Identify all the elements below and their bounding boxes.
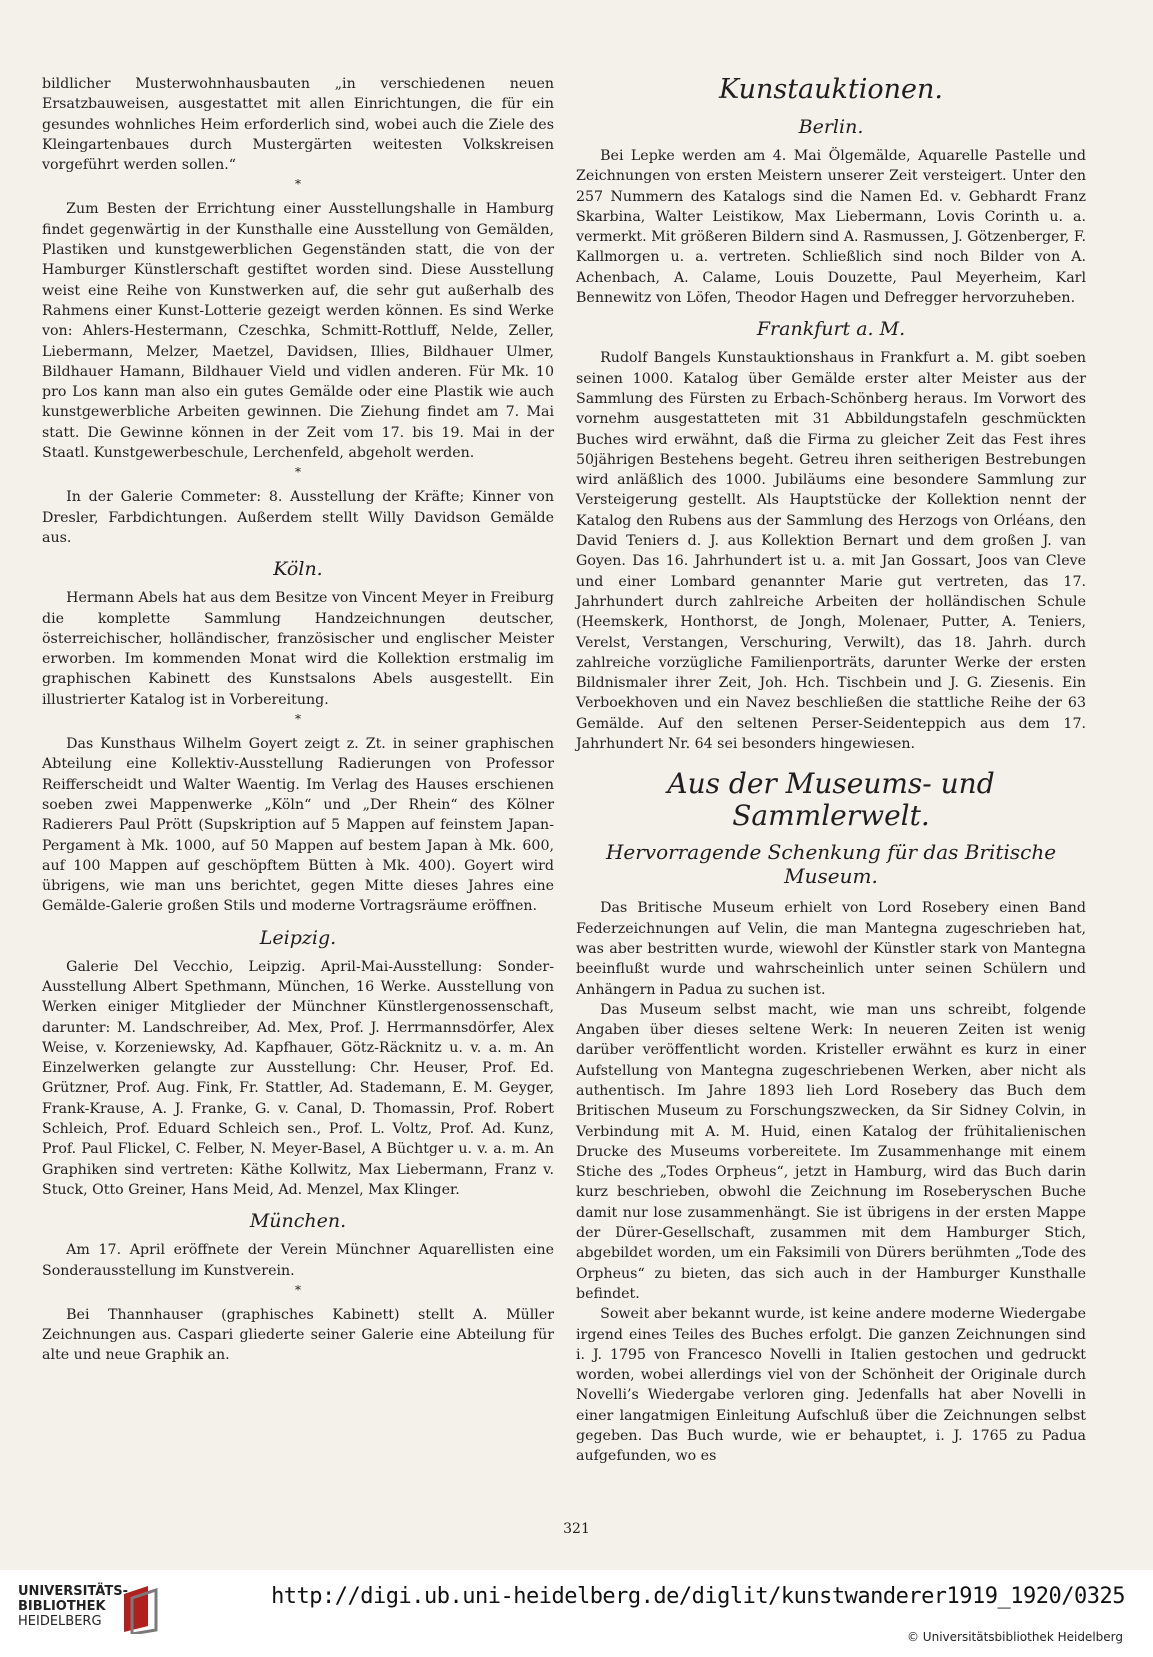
paragraph: Galerie Del Vecchio, Leipzig. April-Mai-Ausstellung: Sonder-Ausstellung Albert Spethmann, München, 16 Werke. Ausstellung von Werken einiger Mitglieder der Münchner Künstlergenossenschaft, darunter: M. Landschreiber, Ad. Mex, Prof. J. Herrmannsdörfer, Alex Weise, v. Korzeniewsky, Ad. Kapfhauer, Götz-Räcknitz u. v. a. m. An Einzelwerken gelangte zur Ausstellung: Chr. Heuser, Prof. Ed. Grützner, Prof. Aug. Fink, Fr. Stattler, Ad. Stademann, E. M. Geyger, Frank-Krause, A. J. Franke, G. v. Canal, D. Thomassin, Prof. Robert Schleich, Prof. Eduard Schleich sen., Prof. L. Voltz, Prof. Ad. Kunz, Prof. Paul Flickel, C. Felber, N. Meyer-Basel, A Büchtger u. v. a. m. An Graphiken sind vertreten: Käthe Kollwitz, Max Liebermann, Franz v. Stuck, Otto Greiner, Hans Meid, Ad. Menzel, Max Klinger. [42,958,554,1198]
footer-bar [0,1570,1153,1657]
paragraph: Rudolf Bangels Kunstauktionshaus in Frankfurt a. M. gibt soeben seinen 1000. Katalog über Gemälde erster alter Meister aus der Sammlung des Fürsten zu Erbach-Schönberg heraus. Im Vorwort des vornehm ausgestatteten mit 31 Abbildungstafeln geschmückten Buches wird erwähnt, daß die Firma zu gleicher Zeit das Fest ihres 50jährigen Bestehens begeht. Getreu ihren seitherigen Bestrebungen wird anläßlich des 1000. Jubiläums eine besondere Sammlung zur Versteigerung gestellt. Als Hauptstücke der Kollektion nennt der Katalog den Rubens aus der Sammlung des Herzogs von Orléans, den David Teniers d. J. aus Kollektion Bernart und dem großen J. van Goyen. Das 16. Jahrhundert ist u. a. mit Jan Gossart, Joos van Cleve und einer Lombard genannter Marie gut vertreten, das 17. Jahrhundert durch zahlreiche Arbeiten der holländischen Schule (Heemskerk, Honthorst, de Jongh, Molenaer, Putter, A. Teniers, Verelst, Verstangen, Verschuring, Verwilt), das 18. Jahrh. durch zahlreiche vorzügliche Familienporträts, darunter Werke der ersten Bildnismaler ihrer Zeit, Joh. Hch. Tischbein und J. G. Ziesenis. Ein Verboekhoven und ein Navez beschließen die stattliche Reihe der 63 Gemälde. Auf den seltenen Perser-Seidenteppich aus dem 17. Jahrhundert Nr. 64 sei besonders hingewiesen. [576,350,1086,753]
paragraph: Das Kunsthaus Wilhelm Goyert zeigt z. Zt. in seiner graphischen Abteilung eine Kollektiv-Ausstellung Radierungen von Professor Reifferscheidt und Walter Waentig. Im Verlag des Hauses erschienen soeben zwei Mappenwerke „Köln“ und „Der Rhein“ des Kölner Radierers Paul Prött (Supskription auf 5 Mappen auf feinstem Japan-Pergament à Mk. 1000, auf 50 Mappen auf bestem Japan à Mk. 600, auf 100 Mappen auf geschöpftem Bütten à Mk. 400). Goyert wird übrigens, wie man uns berichtet, gegen Mitte dieses Jahres eine Gemälde-Galerie großen Stils und moderne Vortragsräume eröffnen. [42,736,554,915]
paragraph: bildlicher Musterwohnhausbauten „in verschiedenen neuen Ersatzbauweisen, ausgestattet mit allen Einrichtungen, die für ein gesundes wohnliches Heim erforderlich sind, wobei auch die Ziele des Kleingartenbaues durch Mustergärten weitesten Volkskreisen vorgeführt werden sollen.“ [42,76,554,174]
separator-asterisk: * [295,177,301,192]
copyright-notice: © Universitätsbibliothek Heidelberg [906,1630,1123,1644]
right-column [576,74,1086,1467]
library-logo-icon [118,1582,166,1634]
document-url-link[interactable]: http://digi.ub.uni-heidelberg.de/diglit/kunstwanderer1919_1920/0325 [271,1584,1125,1609]
paragraph: Bei Lepke werden am 4. Mai Ölgemälde, Aquarelle Pastelle und Zeichnungen von ersten Meistern unserer Zeit versteigert. Unter den 257 Nummern des Katalogs sind die Namen Ed. v. Gebhardt Franz Skarbina, Walter Leistikow, Max Liebermann, Lovis Corinth u. a. vermerkt. Mit größeren Bildern sind A. Rasmussen, J. Götzenberger, F. Kallmorgen u. a. vertreten. Schließlich sind noch Bilder von A. Achenbach, A. Calame, Louis Douzette, Paul Meyerheim, Karl Bennewitz von Löfen, Theodor Hagen und Defregger hervorzuheben. [576,148,1086,307]
logo-line: HEIDELBERG [18,1614,102,1629]
separator-asterisk: * [295,465,301,480]
paragraph: Zum Besten der Errichtung einer Ausstellungshalle in Hamburg findet gegenwärtig in der Kunsthalle eine Ausstellung von Gemälden, Plastiken und kunstgewerblichen Gegenständen statt, die von der Hamburger Künstlerschaft gestiftet worden sind. Diese Ausstellung weist eine Reihe von Kunstwerken auf, die sehr gut außerhalb des Rahmens einer Kunst-Lotterie gezeigt werden können. Es sind Werke von: Ahlers-Hestermann, Czeschka, Schmitt-Rottluff, Nelde, Zeller, Liebermann, Melzer, Maetzel, Davidsen, Illies, Bildhauer Ulmer, Bildhauer Hamann, Bildhauer Vield und vidlen anderen. Für Mk. 10 pro Los kann man also ein gutes Gemälde oder eine Plastik wie auch kunstgewerbliche Arbeiten gewinnen. Die Ziehung findet am 7. Mai statt. Die Gewinne können in der Zeit vom 17. bis 19. Mai in der Staatl. Kunstgewerbeschule, Lerchenfeld, abgeholt werden. [42,201,554,462]
heading-frankfurt: Frankfurt a. M. [756,318,906,341]
left-column [42,74,554,1366]
paragraph: Soweit aber bekannt wurde, ist keine andere moderne Wiedergabe irgend eines Teiles des Buches erfolgt. Die ganzen Zeichnungen sind i. J. 1795 von Francesco Novelli in Italien gestochen und gedruckt worden, wobei allerdings viel von der Schönheit der Originale durch Novelli’s Wiedergabe verloren ging. Jedenfalls hat aber Novelli in einer langatmigen Einleitung Aufschluß über die Zeichnungen selbst gegeben. Das Buch wurde, wie er behauptet, i. J. 1765 zu Padua aufgefunden, wo es [576,1306,1086,1465]
paragraph: Das Britische Museum erhielt von Lord Rosebery einen Band Federzeichnungen auf Velin, die man Mantegna zugeschrieben hat, was aber bestritten wurde, wiewohl der Künstler stark von Mantegna beeinflußt wurde und wahrscheinlich unter seinen Schülern und Anhängern in Padua zu suchen ist. [576,900,1086,998]
heading-muenchen: München. [249,1210,347,1233]
heading-berlin: Berlin. [798,116,864,138]
heading-koeln: Köln. [273,558,323,581]
page-number: 321 [563,1521,590,1537]
library-logo-text [18,1584,128,1629]
paragraph: Am 17. April eröffnete der Verein Münchner Aquarellisten eine Sonderausstellung im Kunstverein. [42,1242,554,1279]
heading-kunstauktionen: Kunstauktionen. [719,74,943,105]
paragraph: Hermann Abels hat aus dem Besitze von Vincent Meyer in Freiburg die komplette Sammlung Handzeichnungen deutscher, österreichischer, holländischer, französischer und englischer Meister erworben. Im kommenden Monat wird die Kollektion erstmalig im graphischen Kabinett des Kunstsalons Abels ausgestellt. Ein illustrierter Katalog ist in Vorbereitung. [42,590,554,708]
separator-asterisk: * [295,1282,301,1297]
paragraph: Das Museum selbst macht, wie man uns schreibt, folgende Angaben über dieses seltene Werk: In neueren Zeiten ist wenig darüber veröffentlicht worden. Kristeller erwähnt es kurz in einer Aufstellung von Mantegna zugeschriebenen Werken, aber nicht als authentisch. Im Jahre 1893 lieh Lord Rosebery das Buch dem Britischen Museum zu Forschungszwecken, da Sir Sidney Colvin, in Verbindung mit A. M. Huid, einen Katalog der frühitalienischen Drucke des Museums vorbereitete. Im Zusammenhange mit einem Stiche des „Todes Orpheus“, jetzt in Hamburg, wird das Buch darin kurz beschrieben, obwohl die Zeichnung im Roseberyschen Buche damit nur lose zusammenhängt. Sie ist übrigens in der ersten Mappe der Dürer-Gesellschaft, zusammen mit dem Hamburger Stich, abgebildet worden, um ein Faksimili von Dürers berühmten „Tode des Orpheus“ zu bieten, das sich auch in der Hamburger Kunsthalle befindet. [576,1001,1086,1302]
paragraph: In der Galerie Commeter: 8. Ausstellung der Kräfte; Kinner von Dresler, Farbdichtungen. Außerdem stellt Willy Davidson Gemälde aus. [42,489,554,546]
heading-leipzig: Leipzig. [259,926,337,949]
logo-line: BIBLIOTHEK [18,1599,106,1614]
paragraph: Bei Thannhauser (graphisches Kabinett) stellt A. Müller Zeichnungen aus. Caspari gliederte seiner Galerie eine Abteilung für alte und neue Graphik an. [42,1306,554,1364]
separator-asterisk: * [295,712,301,727]
logo-line: UNIVERSITÄTS- [18,1584,128,1599]
heading-museums-sammlerwelt: Aus der Museums- und Sammlerwelt. [667,767,995,833]
heading-schenkung: Hervorragende Schenkung für das Britische Museum. [605,840,1057,889]
